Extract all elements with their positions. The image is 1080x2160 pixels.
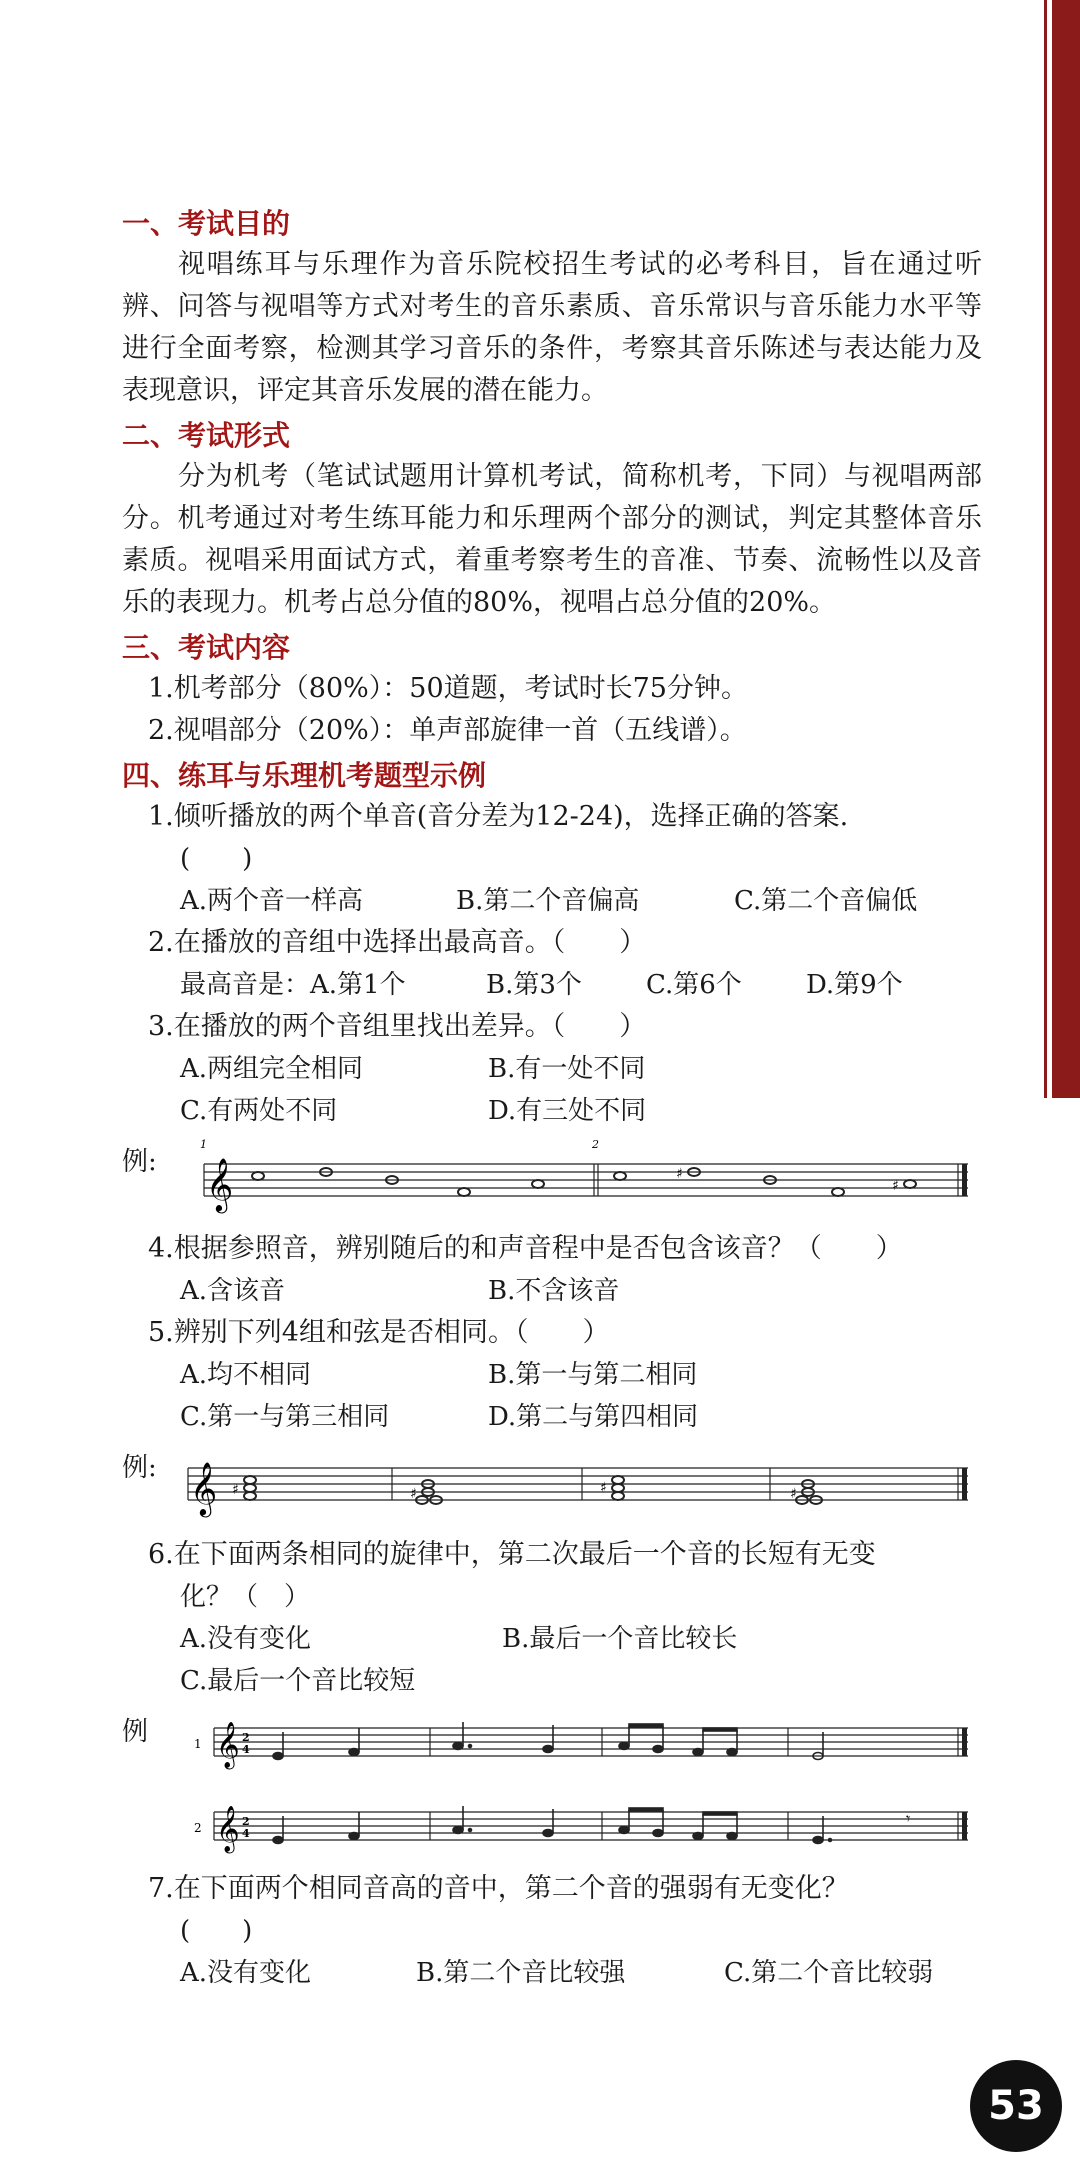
svg-text:4: 4 <box>242 1743 250 1756</box>
question-text: 6.在下面两条相同的旋律中，第二次最后一个音的长短有无变 <box>148 1539 876 1570</box>
question-text: 4.根据参照音，辨别随后的和声音程中是否包含该音？（ ） <box>148 1233 903 1264</box>
option: A.两组完全相同 <box>180 1054 364 1084</box>
treble-clef-icon: 𝄞 <box>206 1157 234 1211</box>
document-content <box>122 200 982 1994</box>
options-row <box>122 880 982 922</box>
option: B.第一与第二相同 <box>488 1360 698 1390</box>
option: C.最后一个音比较短 <box>180 1666 416 1696</box>
option: B.第二个音偏高 <box>456 886 640 916</box>
question-text: 1.倾听播放的两个单音(音分差为12-24)，选择正确的答案. <box>148 801 849 832</box>
section-title: 二、考试形式 <box>122 419 291 452</box>
answer-blank: ( ) <box>180 844 253 874</box>
option: C.第一与第三相同 <box>180 1402 390 1432</box>
question-text: 7.在下面两个相同音高的音中，第二个音的强弱有无变化？ <box>148 1873 849 1904</box>
option: A.两个音一样高 <box>180 886 364 916</box>
svg-text:♯: ♯ <box>892 1178 899 1194</box>
svg-text:♯: ♯ <box>232 1482 239 1498</box>
option: A.没有变化 <box>180 1958 312 1988</box>
question-text: 5.辨别下列4组和弦是否相同。（ ） <box>148 1317 610 1348</box>
option: A.均不相同 <box>180 1360 312 1390</box>
section-title: 一、考试目的 <box>122 207 291 240</box>
option: C.有两处不同 <box>180 1096 338 1126</box>
chord-score-image <box>158 1444 974 1524</box>
option: B.第二个音比较强 <box>416 1958 626 1988</box>
svg-text:2: 2 <box>194 1821 202 1835</box>
section-body: 分为机考（笔试试题用计算机考试，简称机考，下同）与视唱两部分。机考通过对考生练耳能力和乐理两个部分的测试，判定其整体音乐素质。视唱采用面试方式，着重考察考生的音准、节奏、流畅性以及音乐的表现力。机考占总分值的80%，视唱占总分值的20%。 <box>122 461 982 618</box>
option: C.第6个 <box>646 970 742 1000</box>
options-row <box>122 964 982 1006</box>
right-edge-line <box>1044 0 1047 1098</box>
section-body: 视唱练耳与乐理作为音乐院校招生考试的必考科目，旨在通过听辨、问答与视唱等方式对考生的音乐素质、音乐常识与音乐能力水平等进行全面考察，检测其学习音乐的条件，考察其音乐陈述与表达能力及表现意识，评定其音乐发展的潜在能力。 <box>122 249 982 406</box>
options-row <box>122 1952 982 1994</box>
options-row <box>122 1618 982 1660</box>
example-label: 例: <box>122 1453 157 1483</box>
options-row <box>122 1660 982 1702</box>
answer-blank: ( ) <box>180 1916 253 1946</box>
question-text: 3.在播放的两个音组里找出差异。（ ） <box>148 1011 647 1042</box>
svg-text:2: 2 <box>592 1138 599 1151</box>
question-text: 2.在播放的音组中选择出最高音。（ ） <box>148 927 647 958</box>
option: A.含该音 <box>180 1276 286 1306</box>
option: D.有三处不同 <box>488 1096 647 1126</box>
svg-text:♯: ♯ <box>790 1486 797 1502</box>
example-label: 例: <box>122 1147 157 1177</box>
options-row <box>122 1270 982 1312</box>
options-row <box>122 1354 982 1396</box>
options-row <box>122 1048 982 1090</box>
options-row <box>122 1396 982 1438</box>
example-label: 例 <box>122 1717 149 1747</box>
option: B.不含该音 <box>488 1276 620 1306</box>
option: C.第二个音比较弱 <box>724 1958 934 1988</box>
question-text-cont: 化？（ ） <box>180 1582 311 1612</box>
option: B.最后一个音比较长 <box>502 1624 738 1654</box>
svg-text:♯: ♯ <box>600 1480 607 1496</box>
option: D.第二与第四相同 <box>488 1402 699 1432</box>
options-row <box>122 1090 982 1132</box>
svg-text:4: 4 <box>242 1827 250 1840</box>
svg-text:𝄞: 𝄞 <box>190 1461 218 1515</box>
page-number-badge: 53 <box>970 2060 1062 2152</box>
example-score <box>122 1444 982 1524</box>
svg-text:♯: ♯ <box>410 1486 417 1502</box>
option: D.第9个 <box>806 970 903 1000</box>
svg-text:𝄾: 𝄾 <box>906 1809 911 1828</box>
content-item: 2.视唱部分（20%）：单声部旋律一首（五线谱）。 <box>148 715 747 746</box>
option: B.第3个 <box>486 970 582 1000</box>
option: 最高音是：A.第1个 <box>180 970 406 1000</box>
svg-text:2: 2 <box>242 1815 250 1828</box>
svg-text:2: 2 <box>242 1731 250 1744</box>
rhythm-score-image <box>158 1708 974 1858</box>
svg-text:1: 1 <box>200 1138 207 1151</box>
example-score <box>122 1708 982 1858</box>
svg-text:𝄞: 𝄞 <box>216 1722 240 1768</box>
section-title: 四、练耳与乐理机考题型示例 <box>122 759 487 792</box>
content-item: 1.机考部分（80%）：50道题，考试时长75分钟。 <box>148 673 748 704</box>
option: A.没有变化 <box>180 1624 312 1654</box>
svg-text:𝄞: 𝄞 <box>216 1806 240 1852</box>
option: C.第二个音偏低 <box>734 886 918 916</box>
option: B.有一处不同 <box>488 1054 646 1084</box>
svg-text:1: 1 <box>194 1737 202 1751</box>
svg-text:♯: ♯ <box>676 1166 683 1182</box>
melody-score-image <box>158 1138 974 1218</box>
right-edge-bar <box>1052 0 1080 1098</box>
example-score <box>122 1138 982 1218</box>
section-title: 三、考试内容 <box>122 631 291 664</box>
